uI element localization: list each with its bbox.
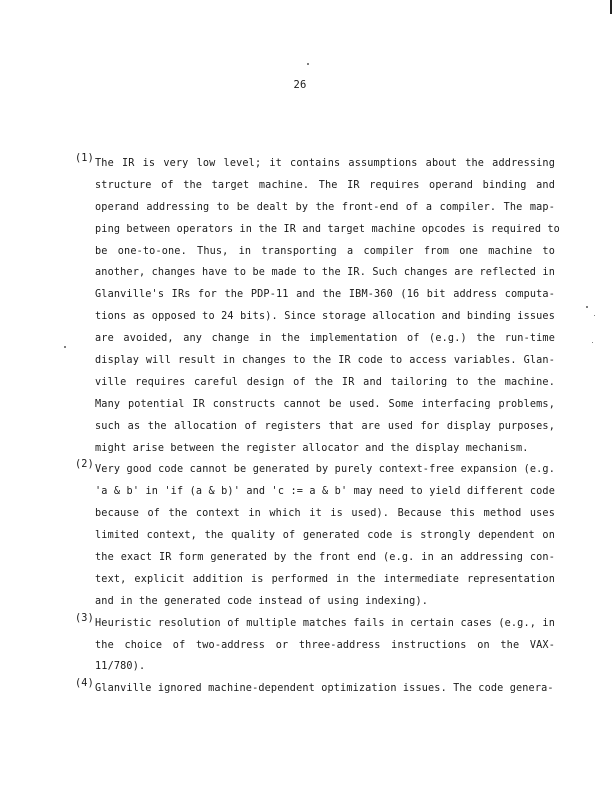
text-line: are avoided, any change in the implementation of (e.g.) the run-time [95, 333, 555, 345]
text-line: and in the generated code instead of using indexing). [95, 595, 429, 607]
text-line: text, explicit addition is performed in the intermediate representation [95, 573, 555, 585]
text-line: tions as opposed to 24 bits). Since storage allocation and binding issues [95, 311, 555, 323]
scan-speck [594, 315, 595, 316]
text-line: another, changes have to be made to the IR. Such changes are reflected in [95, 267, 555, 279]
text-line: limited context, the quality of generated code is strongly dependent on [95, 530, 555, 542]
list-item-number: (2) [75, 459, 94, 471]
text-line: because of the context in which it is used). Because this method uses [95, 508, 555, 520]
text-line: ping between operators in the IR and target machine opcodes is required to [95, 223, 560, 235]
text-line: Glanville's IRs for the PDP-11 and the IBM-360 (16 bit address computa- [95, 289, 555, 301]
text-line: The IR is very low level; it contains assumptions about the addressing [95, 158, 555, 169]
text-line: 'a & b' in 'if (a & b)' and 'c := a & b' may need to yield different code [95, 486, 555, 498]
list-item-number: (4) [75, 678, 94, 690]
text-line: the choice of two-address or three-address instructions on the VAX- [95, 639, 555, 651]
scan-speck [586, 306, 588, 308]
list-item-number: (1) [75, 153, 94, 164]
text-line: be one-to-one. Thus, in transporting a compiler from one machine to [95, 245, 555, 257]
scan-speck [64, 346, 66, 348]
text-line: structure of the target machine. The IR requires operand binding and [95, 179, 555, 191]
list-item [75, 459, 555, 612]
scan-speck [307, 63, 309, 65]
text-line: Heuristic resolution of multiple matches fails in certain cases (e.g., in [95, 617, 555, 629]
text-line: Many potential IR constructs cannot be used. Some interfacing problems, [95, 398, 555, 410]
list-item [75, 613, 555, 679]
text-line: operand addressing to be dealt by the front-end of a compiler. The map- [95, 201, 555, 213]
text-line: ville requires careful design of the IR and tailoring to the machine. [95, 376, 555, 388]
text-line: display will result in changes to the IR code to access variables. Glan- [95, 355, 555, 367]
page-number: 26 [293, 79, 307, 91]
text-line: might arise between the register allocator and the display mechanism. [95, 442, 529, 454]
list-item [75, 153, 560, 459]
scan-speck [592, 342, 593, 343]
numbered-list [75, 153, 560, 700]
text-line: Very good code cannot be generated by purely context-free expansion (e.g. [95, 464, 555, 476]
text-line: Glanville ignored machine-dependent optimization issues. The code genera- [95, 683, 554, 695]
text-line: 11/780). [95, 661, 146, 673]
text-line: such as the allocation of registers that are used for display purposes, [95, 420, 555, 432]
list-item [75, 678, 555, 700]
list-item-number: (3) [75, 612, 94, 624]
text-line: the exact IR form generated by the front end (e.g. in an addressing con- [95, 552, 555, 564]
